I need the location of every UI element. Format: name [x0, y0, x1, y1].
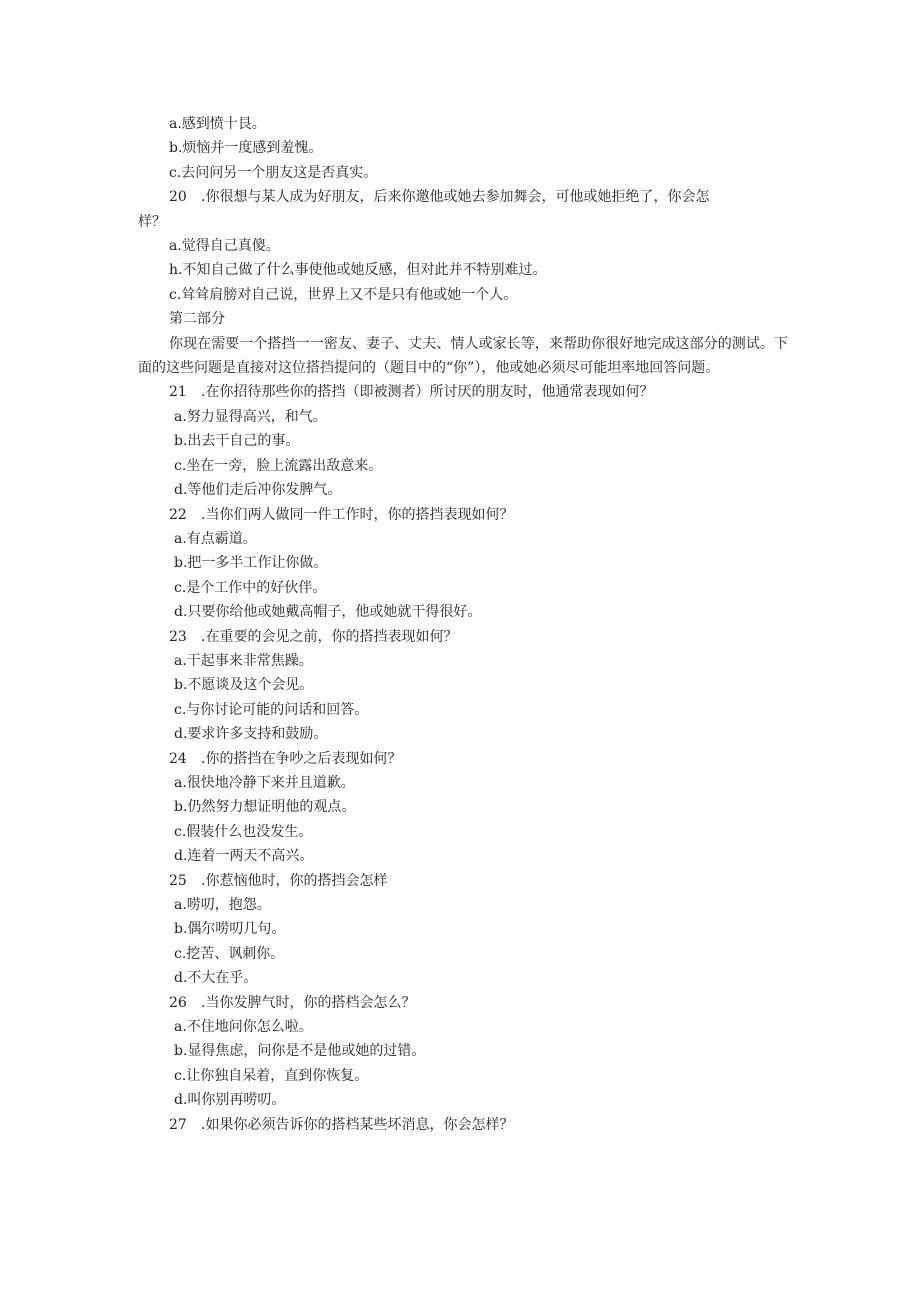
- q19-option-b: b.烦恼并一度感到羞愧。: [169, 140, 323, 157]
- q19-option-c: c.去问问另一个朋友这是否真实。: [169, 164, 378, 181]
- question-22-option: a.有点霸道。: [174, 530, 257, 547]
- question-27: [138, 1113, 788, 1137]
- q19-option-a: a.感到愤十艮。: [169, 116, 266, 132]
- question-text: .你惹恼他时，你的搭挡会怎样: [201, 872, 388, 889]
- question-number: 26: [169, 994, 187, 1011]
- question-21-option: a.努力显得高兴，和气。: [174, 408, 327, 425]
- question-number: 21: [169, 384, 187, 401]
- question-number: 24: [169, 750, 187, 767]
- question-24-option: a.很快地冷静下来并且道歉。: [174, 774, 355, 791]
- question-text: .如果你必须告诉你的搭档某些坏消息，你会怎样？: [201, 1116, 514, 1133]
- question-24-option: c.假装什么也没发生。: [174, 823, 313, 840]
- q20-question-cont: 样？: [138, 213, 166, 230]
- question-22-option: b.把一多半工作让你做。: [174, 555, 328, 572]
- question-list: [138, 380, 788, 1137]
- question-26-option: b.显得焦虑，问你是不是他或她的过错。: [174, 1043, 426, 1060]
- question-24: [138, 747, 788, 771]
- question-text: .在重要的会见之前，你的搭挡表现如何？: [201, 628, 458, 645]
- q20-option-a: a.觉得自己真傻。: [169, 238, 280, 255]
- question-25-option: a.唠叨，抱怨。: [174, 897, 271, 913]
- question-number: 23: [169, 628, 187, 645]
- question-21-option: d.等他们走后冲你发脾气。: [174, 482, 342, 499]
- question-23-option: c.与你讨论可能的问话和回答。: [174, 701, 369, 718]
- question-24-option: d.连着一两天不高兴。: [174, 848, 314, 865]
- question-text: .当你发脾气时，你的搭档会怎么？: [201, 994, 416, 1011]
- part2-heading: 第二部分: [169, 311, 225, 328]
- question-number: 22: [169, 506, 187, 523]
- question-text: .你的搭挡在争吵之后表现如何？: [201, 750, 402, 767]
- q20-option-b: h.不知自己做了什么事使他或她反感，但对此并不特别难过。: [169, 262, 547, 279]
- question-21: [138, 380, 788, 404]
- question-25-option: d.不大在乎。: [174, 970, 258, 987]
- question-22: [138, 503, 788, 527]
- question-text: .当你们两人做同一件工作时，你的搭挡表现如何？: [201, 506, 514, 523]
- question-22-option: d.只要你给他或她戴高帽子，他或她就干得很好。: [174, 604, 482, 621]
- q20-number: 20: [169, 189, 187, 206]
- question-23: [138, 625, 788, 649]
- q20-question: [138, 185, 788, 209]
- q20-text: .你很想与某人成为好朋友，后来你邀他或她去参加舞会，可他或她拒绝了，你会怎: [201, 189, 710, 206]
- question-26-option: a.不住地问你怎么啦。: [174, 1019, 313, 1036]
- question-26-option: d.叫你别再唠叨。: [174, 1092, 286, 1109]
- question-23-option: d.要求许多支持和鼓励。: [174, 726, 328, 743]
- question-21-option: b.出去干自己的事。: [174, 433, 300, 450]
- question-23-option: a.干起事来非常焦躁。: [174, 652, 313, 669]
- question-26-option: c.让你独自呆着，直到你恢复。: [174, 1067, 369, 1084]
- question-number: 25: [169, 872, 187, 889]
- q20-option-c: c.耸耸肩膀对自己说，世界上又不是只有他或她一个人。: [169, 286, 518, 303]
- question-number: 27: [169, 1116, 187, 1133]
- question-21-option: c.坐在一旁，脸上流露出敌意来。: [174, 457, 383, 474]
- question-23-option: b.不愿谈及这个会见。: [174, 677, 314, 694]
- question-22-option: c.是个工作中的好伙伴。: [174, 579, 327, 596]
- question-25-option: b.偶尔唠叨几句。: [174, 921, 286, 938]
- question-25: [138, 869, 788, 893]
- document-page: [138, 112, 788, 1137]
- part2-intro: 你现在需要一个搭挡一一密友、妻子、丈夫、情人或家长等，来帮助你很好地完成这部分的测试。下面的这些问题是直接对这位搭挡提问的（题目中的“你”），他或她必须尽可能坦率地回答问题。: [138, 335, 788, 377]
- question-24-option: b.仍然努力想证明他的观点。: [174, 799, 356, 816]
- question-26: [138, 991, 788, 1015]
- question-25-option: c.挖苦、讽刺你。: [174, 945, 285, 962]
- question-text: .在你招待那些你的搭挡（即被测者）所讨厌的朋友时，他通常表现如何？: [201, 384, 654, 401]
